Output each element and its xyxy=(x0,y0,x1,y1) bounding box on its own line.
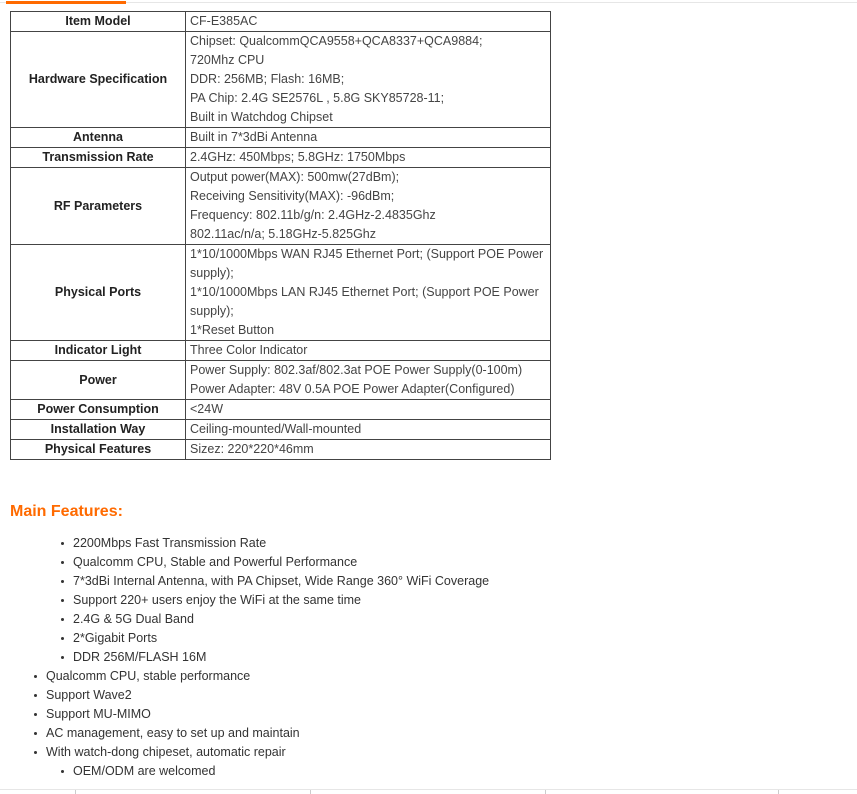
spec-value-line: 1*Reset Button xyxy=(190,323,275,337)
bullet-icon xyxy=(61,599,64,602)
feature-text: Support Wave2 xyxy=(46,688,132,702)
feature-text: 2*Gigabit Ports xyxy=(73,631,158,645)
spec-value-line: PA Chip: 2.4G SE2576L , 5.8G SKY85728-11; xyxy=(190,91,445,105)
spec-value-line: Chipset: QualcommQCA9558+QCA8337+QCA9884; xyxy=(190,34,483,48)
bullet-icon xyxy=(61,561,64,564)
spec-row xyxy=(11,12,551,32)
specification-table xyxy=(10,11,551,460)
spec-value-line: Receiving Sensitivity(MAX): -96dBm; xyxy=(190,189,395,203)
spec-label: Hardware Specification xyxy=(11,32,186,128)
spec-row xyxy=(11,440,551,460)
feature-text: 2200Mbps Fast Transmission Rate xyxy=(73,536,267,550)
spec-value xyxy=(186,245,551,341)
spec-row xyxy=(11,168,551,245)
spec-value-line: 1*10/1000Mbps WAN RJ45 Ethernet Port; (Support POE Power xyxy=(190,247,544,261)
spec-label: Item Model xyxy=(11,12,186,32)
divider-tick xyxy=(545,790,546,794)
feature-text: 7*3dBi Internal Antenna, with PA Chipset, Wide Range 360° WiFi Coverage xyxy=(73,574,490,588)
spec-label: Physical Features xyxy=(11,440,186,460)
spec-value xyxy=(186,420,551,440)
bullet-icon xyxy=(34,675,37,678)
active-tab-indicator xyxy=(6,1,126,4)
top-divider xyxy=(0,2,857,3)
bullet-icon xyxy=(34,751,37,754)
spec-label: Installation Way xyxy=(11,420,186,440)
feature-item xyxy=(73,553,357,572)
feature-item xyxy=(73,648,206,667)
spec-value xyxy=(186,128,551,148)
spec-label: Antenna xyxy=(11,128,186,148)
spec-value-line: Three Color Indicator xyxy=(190,343,308,357)
spec-value-line: Power Supply: 802.3af/802.3at POE Power Supply(0-100m) xyxy=(190,363,523,377)
feature-item xyxy=(46,667,250,686)
bullet-icon xyxy=(34,713,37,716)
spec-value-line: Frequency: 802.11b/g/n: 2.4GHz-2.4835Ghz xyxy=(190,208,436,222)
feature-text: DDR 256M/FLASH 16M xyxy=(73,650,207,664)
spec-value-line: 1*10/1000Mbps LAN RJ45 Ethernet Port; (Support POE Power xyxy=(190,285,539,299)
divider-tick xyxy=(778,790,779,794)
spec-value xyxy=(186,32,551,128)
spec-row xyxy=(11,245,551,341)
feature-item xyxy=(73,762,215,781)
spec-value-line: Built in 7*3dBi Antenna xyxy=(190,130,318,144)
feature-text: OEM/ODM are welcomed xyxy=(73,764,216,778)
feature-text: AC management, easy to set up and maintain xyxy=(46,726,300,740)
feature-text: Support MU-MIMO xyxy=(46,707,151,721)
spec-value-line: <24W xyxy=(190,402,224,416)
spec-value-line: Output power(MAX): 500mw(27dBm); xyxy=(190,170,400,184)
spec-label: RF Parameters xyxy=(11,168,186,245)
bullet-icon xyxy=(61,656,64,659)
spec-row xyxy=(11,420,551,440)
bullet-icon xyxy=(61,770,64,773)
spec-value-line: supply); xyxy=(190,304,234,318)
spec-label: Power Consumption xyxy=(11,400,186,420)
bullet-icon xyxy=(34,694,37,697)
feature-item xyxy=(46,686,132,705)
bullet-icon xyxy=(61,618,64,621)
feature-text: 2.4G & 5G Dual Band xyxy=(73,612,194,626)
spec-value xyxy=(186,341,551,361)
spec-label: Physical Ports xyxy=(11,245,186,341)
spec-row xyxy=(11,128,551,148)
spec-value xyxy=(186,148,551,168)
feature-item xyxy=(73,591,361,610)
feature-item xyxy=(73,629,157,648)
spec-label: Power xyxy=(11,361,186,400)
feature-item xyxy=(46,705,151,724)
spec-value-line: 720Mhz CPU xyxy=(190,53,265,67)
spec-value xyxy=(186,400,551,420)
feature-text: Support 220+ users enjoy the WiFi at the same time xyxy=(73,593,361,607)
bullet-icon xyxy=(61,580,64,583)
bullet-icon xyxy=(61,637,64,640)
bullet-icon xyxy=(61,542,64,545)
spec-value-line: Ceiling-mounted/Wall-mounted xyxy=(190,422,362,436)
spec-row xyxy=(11,32,551,128)
divider-tick xyxy=(75,790,76,794)
spec-row xyxy=(11,148,551,168)
feature-item xyxy=(46,743,286,762)
spec-row xyxy=(11,341,551,361)
feature-text: Qualcomm CPU, stable performance xyxy=(46,669,251,683)
spec-value-line: Built in Watchdog Chipset xyxy=(190,110,333,124)
divider-tick xyxy=(310,790,311,794)
feature-item xyxy=(46,724,300,743)
spec-value-line: Sizez: 220*220*46mm xyxy=(190,442,314,456)
spec-value xyxy=(186,168,551,245)
spec-value-line: Power Adapter: 48V 0.5A POE Power Adapter(Configured) xyxy=(190,382,515,396)
feature-item xyxy=(73,572,489,591)
feature-text: With watch-dong chipeset, automatic repair xyxy=(46,745,286,759)
spec-value-line: supply); xyxy=(190,266,234,280)
feature-text: Qualcomm CPU, Stable and Powerful Performance xyxy=(73,555,358,569)
spec-value xyxy=(186,440,551,460)
main-features-title: Main Features: xyxy=(10,503,123,520)
feature-item xyxy=(73,534,266,553)
spec-value-line: CF-E385AC xyxy=(190,14,258,28)
spec-row xyxy=(11,361,551,400)
feature-item xyxy=(73,610,194,629)
spec-value-line: DDR: 256MB; Flash: 16MB; xyxy=(190,72,345,86)
spec-row xyxy=(11,400,551,420)
spec-label: Indicator Light xyxy=(11,341,186,361)
spec-label: Transmission Rate xyxy=(11,148,186,168)
spec-value-line: 2.4GHz: 450Mbps; 5.8GHz: 1750Mbps xyxy=(190,150,406,164)
bottom-divider xyxy=(0,789,857,790)
spec-value xyxy=(186,361,551,400)
spec-value xyxy=(186,12,551,32)
bullet-icon xyxy=(34,732,37,735)
spec-value-line: 802.11ac/n/a; 5.18GHz-5.825Ghz xyxy=(190,227,376,241)
